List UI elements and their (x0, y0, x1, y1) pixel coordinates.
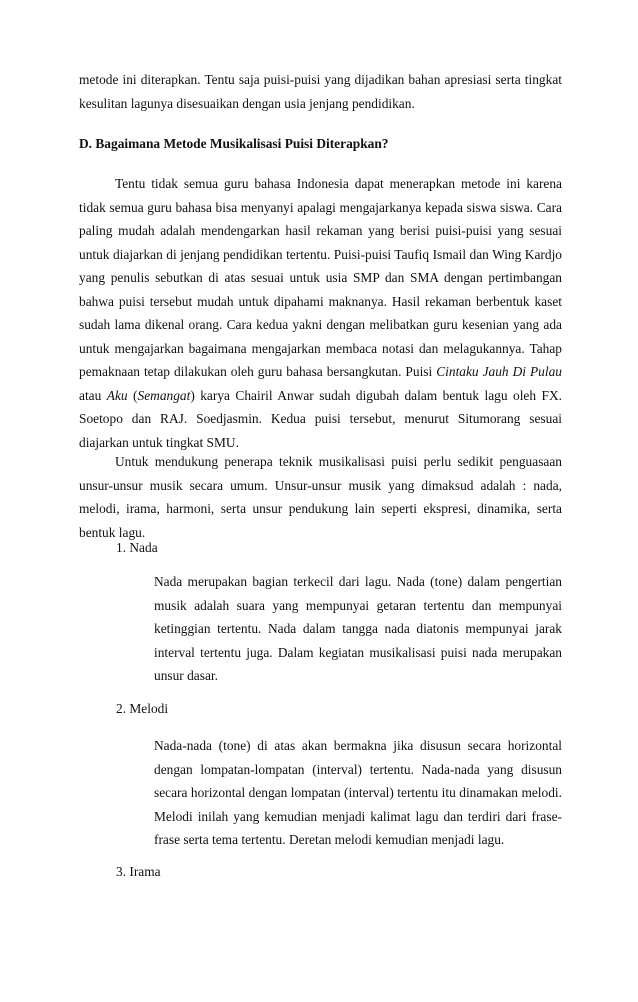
item-2-heading (116, 697, 416, 721)
intro-text: metode ini diterapkan. Tentu saja puisi-puisi yang dijadikan bahan apresiasi serta tingkat kesulitan lagunya disesuaikan dengan usia jenjang pendidikan. (79, 72, 562, 111)
item-body-text: Nada-nada (tone) di atas akan bermakna jika disusun secara horizontal dengan lompatan-lompatan (interval) tertentu. Nada-nada yang disusun secara horizontal dengan lompatan (interval) tertentu itu dinamakan melodi. Melodi inilah yang kemudian menjadi kalimat lagu dan terdiri dari frase-frase serta tema tertentu. Deretan melodi kemudian menjadi lagu. (154, 738, 562, 847)
paragraph-1-text (79, 172, 562, 454)
section-d-heading-block (79, 132, 562, 156)
intro-paragraph (79, 68, 562, 115)
paragraph-2-text: Untuk mendukung penerapa teknik musikalisasi puisi perlu sedikit penguasaan unsur-unsur musik secara umum. Unsur-unsur musik yang dimaksud adalah : nada, melodi, irama, harmoni, serta unsur pendukung lain seperti ekspresi, dinamika, serta bentuk lagu. (79, 454, 562, 540)
item-body-text: Nada merupakan bagian terkecil dari lagu. Nada (tone) dalam pengertian musik adalah suara yang mempunyai getaran tertentu dan mempunyai ketinggian tertentu. Nada dalam tangga nada diatonis mempunyai jarak interval tertentu juga. Dalam kegiatan musikalisasi puisi nada merupakan unsur dasar. (154, 574, 562, 683)
p1-italic-title-1: Cintaku Jauh Di Pulau (436, 364, 562, 379)
item-title: 3. Irama (116, 864, 161, 879)
item-3-heading (116, 860, 416, 884)
section-d-paragraph-1 (79, 172, 562, 454)
item-1-body (154, 570, 562, 688)
p1-italic-title-3: Semangat (137, 387, 191, 403)
p1-text-c: ) karya Chairil Anwar sudah digubah dalam bentuk lagu oleh FX. Soetopo dan RAJ. Soedjasmin. Kedua puisi tersebut, menurut Situmorang sesuai diajarkan untuk tingkat SMU. (79, 387, 562, 450)
p1-text-a: Tentu tidak semua guru bahasa Indonesia dapat menerapkan metode ini karena tidak semua guru bahasa bisa menyanyi apalagi mengajarkanya kepada siswa siswa. Cara paling mudah adalah mendengarkan hasil rekaman yang berisi puisi-puisi yang sesuai untuk diajarkan di jenjang pendidikan tertentu. Puisi-puisi Taufiq Ismail dan Wing Kardjo yang penulis sebutkan di atas sesuai untuk usia SMP dan SMA dengan pertimbangan bahwa puisi tersebut mudah untuk dipahami maknanya. Hasil rekaman berbentuk kaset sudah lama dikenal orang. Cara kedua yakni dengan melibatkan guru kesenian yang ada untuk mengajarkan bagaimana mengajarkan membaca notasi dan melagukannya. Tahap pemaknaan tetap dilakukan oleh guru bahasa bersangkutan. Puisi (79, 176, 562, 379)
p1-text-b: atau (79, 387, 102, 403)
item-1-heading (116, 536, 416, 560)
section-d-paragraph-2 (79, 450, 562, 544)
p1-paren-open: ( (133, 387, 138, 403)
item-title: 2. Melodi (116, 701, 169, 716)
section-d-title: D. Bagaimana Metode Musikalisasi Puisi Diterapkan? (79, 136, 389, 151)
item-2-body (154, 734, 562, 852)
p1-italic-title-2: Aku (106, 387, 128, 403)
item-title: 1. Nada (116, 540, 158, 555)
